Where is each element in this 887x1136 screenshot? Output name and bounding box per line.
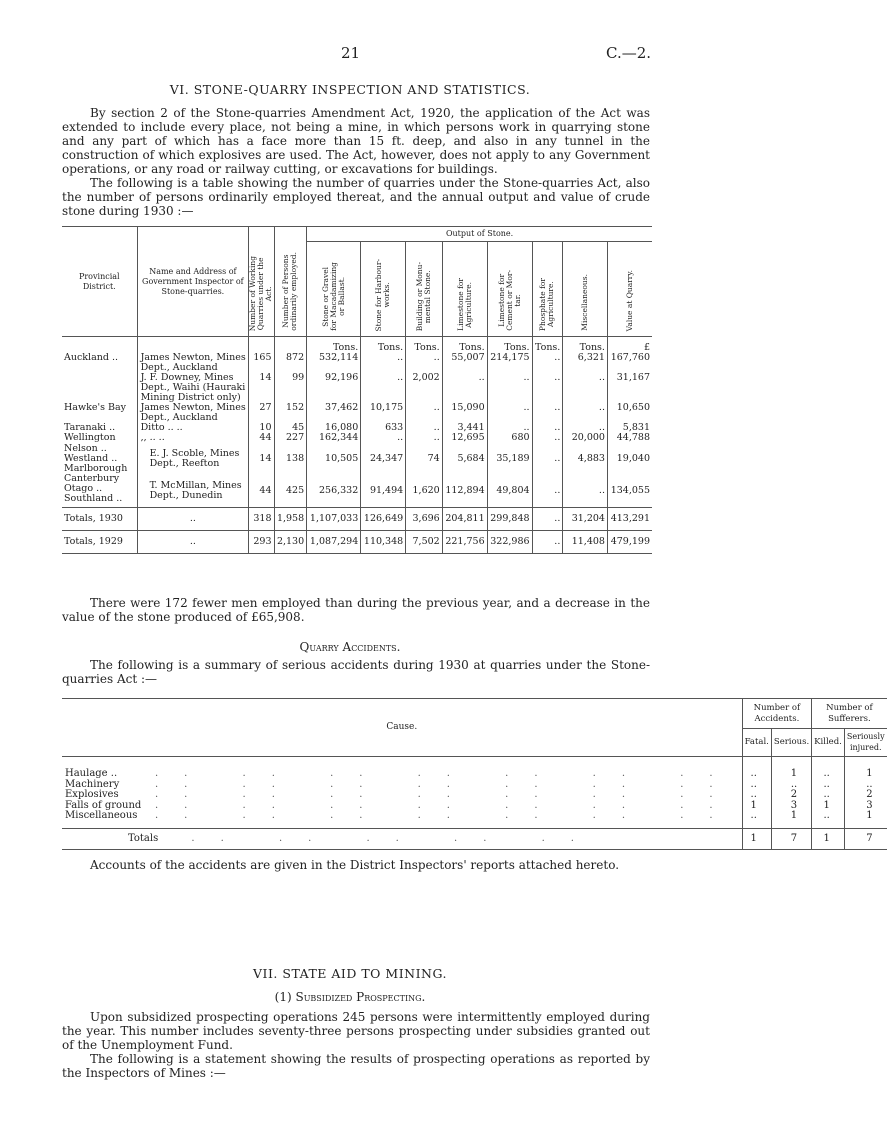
killed-value: .. bbox=[812, 790, 845, 801]
dot-leader: .. bbox=[137, 531, 249, 554]
output-value: .. bbox=[406, 423, 443, 433]
persons-count: 99 bbox=[274, 373, 307, 403]
serious-value: 1 bbox=[771, 769, 811, 780]
section-6-paragraph-2: The following is a table showing the number of quarries under the Stone-quarries Act, also the number of persons ordinarily employed thereat, and the annual output and value of crude stone during 1930 :— bbox=[62, 176, 650, 218]
output-value: .. bbox=[563, 423, 608, 433]
quarries-count: 14 bbox=[249, 443, 274, 474]
header-phosphate: Phosphate for Agriculture. bbox=[532, 242, 563, 337]
output-value: .. bbox=[532, 433, 563, 443]
persons-count: 425 bbox=[274, 474, 307, 508]
district-name: Wellington bbox=[64, 432, 116, 443]
output-value: 221,756 bbox=[442, 531, 487, 554]
persons-count: 45 bbox=[274, 423, 307, 433]
output-value: 1,620 bbox=[406, 474, 443, 508]
fatal-value: .. bbox=[742, 780, 771, 791]
header-harbour: Stone for Harbour- works. bbox=[361, 242, 406, 337]
total-injured: 7 bbox=[844, 828, 886, 850]
dot-leader: .. .. .. .. .. bbox=[191, 832, 600, 844]
output-value: 20,000 bbox=[563, 433, 608, 443]
serious-value: 3 bbox=[771, 801, 811, 812]
output-value: 299,848 bbox=[487, 508, 532, 531]
output-value: 91,494 bbox=[361, 474, 406, 508]
stone-quarry-table bbox=[62, 226, 652, 554]
output-value: .. bbox=[532, 353, 563, 373]
header-inspector: Name and Address of Government Inspector of Stone-quarries. bbox=[137, 227, 249, 337]
output-value: .. bbox=[532, 423, 563, 433]
persons-count: 2,130 bbox=[274, 531, 307, 554]
output-value: 3,696 bbox=[406, 508, 443, 531]
inspector-name: Ditto .. .. bbox=[137, 423, 249, 433]
dot-leader: .. .. .. .. .. .. .. bbox=[155, 768, 739, 779]
output-value: 37,462 bbox=[307, 403, 361, 423]
output-value: 214,175 bbox=[487, 353, 532, 373]
output-value: 10,175 bbox=[361, 403, 406, 423]
dot-leader: .. .. .. .. .. .. .. bbox=[155, 778, 739, 790]
output-value: .. bbox=[487, 403, 532, 423]
employment-note: There were 172 fewer men employed than during the previous year, and a decrease in the value of the stone produced of £65,908. bbox=[62, 596, 650, 624]
section-7-title: VII. STATE AID TO MINING. bbox=[253, 966, 447, 981]
output-value: 256,332 bbox=[307, 474, 361, 508]
quarries-count: 27 bbox=[249, 403, 274, 423]
unit-label: Tons. bbox=[442, 337, 487, 354]
quarry-accidents-intro: The following is a summary of serious accidents during 1930 at quarries under the Stone-quarries Act :— bbox=[62, 658, 650, 686]
fatal-value: .. bbox=[742, 811, 771, 822]
output-value: 92,196 bbox=[307, 373, 361, 403]
district-name: Canterbury bbox=[64, 473, 120, 484]
table-row bbox=[62, 403, 652, 423]
serious-value: 1 bbox=[771, 811, 811, 822]
output-value: 134,055 bbox=[607, 474, 652, 508]
district-name: Otago .. bbox=[64, 483, 103, 494]
district-name: Nelson .. bbox=[64, 443, 107, 454]
header-value: Value at Quarry. bbox=[607, 242, 652, 337]
killed-value: .. bbox=[812, 811, 845, 822]
output-value: 49,804 bbox=[487, 474, 532, 508]
dot-leader: .. bbox=[137, 508, 249, 531]
output-value: 112,894 bbox=[442, 474, 487, 508]
output-value: 74 bbox=[406, 443, 443, 474]
output-value: .. bbox=[532, 474, 563, 508]
document-reference: C.—2. bbox=[606, 44, 652, 62]
persons-count: 1,958 bbox=[274, 508, 307, 531]
header-fatal: Fatal. bbox=[742, 729, 771, 757]
output-value: 19,040 bbox=[607, 443, 652, 474]
inspector-name: E. J. Scoble, Mines Dept., Reefton bbox=[137, 443, 249, 474]
output-value: .. bbox=[532, 443, 563, 474]
output-value: .. bbox=[361, 433, 406, 443]
output-value: 6,321 bbox=[563, 353, 608, 373]
output-value: 11,408 bbox=[563, 531, 608, 554]
header-persons: Number of Persons ordinarily employed. bbox=[274, 227, 307, 337]
table-row bbox=[62, 353, 652, 373]
quarries-count: 10 bbox=[249, 423, 274, 433]
output-value: 322,986 bbox=[487, 531, 532, 554]
output-value: 532,114 bbox=[307, 353, 361, 373]
header-cause: Cause. bbox=[386, 722, 418, 733]
total-serious: 7 bbox=[771, 828, 811, 850]
output-value: 10,505 bbox=[307, 443, 361, 474]
fatal-value: .. bbox=[742, 790, 771, 801]
output-value: 680 bbox=[487, 433, 532, 443]
output-value: 12,695 bbox=[442, 433, 487, 443]
district-name: Hawke's Bay bbox=[64, 402, 126, 413]
group-districts bbox=[62, 443, 137, 474]
fatal-value: .. bbox=[742, 769, 771, 780]
page-number: 21 bbox=[341, 44, 361, 62]
output-value: .. bbox=[563, 474, 608, 508]
output-value: 10,650 bbox=[607, 403, 652, 423]
section-7-paragraph-2: The following is a statement showing the results of prospecting operations as reported by the Inspectors of Mines :— bbox=[62, 1052, 650, 1080]
inspector-name: ,, .. .. bbox=[137, 433, 249, 443]
header-number-of-accidents: Number of Accidents. bbox=[742, 699, 812, 729]
dot-leader: .. .. .. .. .. .. .. bbox=[155, 789, 739, 800]
output-value: 3,441 bbox=[442, 423, 487, 433]
unit-label: Tons. bbox=[361, 337, 406, 354]
header-lime-agri: Limestone for Agriculture. bbox=[442, 242, 487, 337]
quarries-count: 293 bbox=[249, 531, 274, 554]
output-value: 1,087,294 bbox=[307, 531, 361, 554]
accidents-note: Accounts of the accidents are given in the District Inspectors' reports attached hereto. bbox=[90, 858, 620, 872]
cause-label: Falls of ground bbox=[65, 799, 142, 811]
unit-label: Tons. bbox=[563, 337, 608, 354]
output-value: 44,788 bbox=[607, 433, 652, 443]
quarries-count: 318 bbox=[249, 508, 274, 531]
output-value: .. bbox=[361, 353, 406, 373]
header-building: Building or Monu- mental Stone. bbox=[406, 242, 443, 337]
totals-label: Totals, 1930 bbox=[64, 513, 123, 524]
inspector-name: James Newton, Mines Dept., Auckland bbox=[137, 353, 249, 373]
quarries-count: 44 bbox=[249, 433, 274, 443]
output-value: 633 bbox=[361, 423, 406, 433]
output-value: .. bbox=[406, 403, 443, 423]
cause-cell bbox=[62, 811, 742, 822]
fatal-value: 1 bbox=[742, 801, 771, 812]
output-value: 16,080 bbox=[307, 423, 361, 433]
output-value: .. bbox=[487, 373, 532, 403]
table-row bbox=[62, 811, 887, 822]
quarries-count: 165 bbox=[249, 353, 274, 373]
output-value: 55,007 bbox=[442, 353, 487, 373]
header-district: Provincial District. bbox=[78, 271, 120, 291]
output-value: 5,831 bbox=[607, 423, 652, 433]
cause-label: Machinery bbox=[65, 778, 120, 790]
unit-label: £ bbox=[607, 337, 652, 354]
persons-count: 152 bbox=[274, 403, 307, 423]
unit-label: Tons. bbox=[487, 337, 532, 354]
quarries-count: 44 bbox=[249, 474, 274, 508]
output-value: 15,090 bbox=[442, 403, 487, 423]
killed-value: .. bbox=[812, 769, 845, 780]
output-value: 31,167 bbox=[607, 373, 652, 403]
total-killed: 1 bbox=[812, 828, 845, 850]
output-value: 24,347 bbox=[361, 443, 406, 474]
persons-count: 138 bbox=[274, 443, 307, 474]
output-value: 413,291 bbox=[607, 508, 652, 531]
killed-value: 1 bbox=[812, 801, 845, 812]
output-value: 167,760 bbox=[607, 353, 652, 373]
quarry-accidents-table bbox=[62, 698, 887, 850]
cause-label: Miscellaneous bbox=[65, 810, 138, 821]
unit-label: Tons. bbox=[307, 337, 361, 354]
header-seriously-injured: Seriously injured. bbox=[844, 729, 886, 757]
killed-value: .. bbox=[812, 780, 845, 791]
output-value: .. bbox=[532, 403, 563, 423]
injured-value: 3 bbox=[844, 801, 886, 812]
totals-row bbox=[62, 508, 652, 531]
output-value: 162,344 bbox=[307, 433, 361, 443]
output-value: .. bbox=[532, 531, 563, 554]
dot-leader: .. .. .. .. .. .. .. bbox=[155, 810, 739, 821]
output-value: 126,649 bbox=[361, 508, 406, 531]
injured-value: 1 bbox=[844, 811, 886, 822]
output-value: .. bbox=[406, 353, 443, 373]
section-7-paragraph-1: Upon subsidized prospecting operations 245 persons were intermittently employed during the year. This number includes seventy-three persons prospecting under subsidies granted out of the Unemployment Fund. bbox=[62, 1010, 650, 1052]
injured-value: 2 bbox=[844, 790, 886, 801]
unit-label: Tons. bbox=[532, 337, 563, 354]
group-districts bbox=[62, 474, 137, 508]
cause-label: Haulage .. bbox=[65, 768, 118, 779]
header-serious: Serious. bbox=[771, 729, 811, 757]
serious-value: 2 bbox=[771, 790, 811, 801]
persons-count: 872 bbox=[274, 353, 307, 373]
totals-label: Totals, 1929 bbox=[64, 536, 123, 547]
output-value: .. bbox=[406, 433, 443, 443]
output-value: .. bbox=[442, 373, 487, 403]
table-row bbox=[62, 373, 652, 403]
inspector-name: James Newton, Mines Dept., Auckland bbox=[137, 403, 249, 423]
injured-value: 1 bbox=[844, 769, 886, 780]
cause-label: Explosives bbox=[65, 789, 119, 800]
persons-count: 227 bbox=[274, 433, 307, 443]
unit-label: Tons. bbox=[406, 337, 443, 354]
district-name: Southland .. bbox=[64, 493, 123, 504]
header-number-of-sufferers: Number of Sufferers. bbox=[812, 699, 887, 729]
injured-value: .. bbox=[844, 780, 886, 791]
accidents-totals-cell bbox=[62, 828, 742, 850]
inspector-name: J. F. Downey, Mines Dept., Waihi (Hauraki Mining District only) bbox=[137, 373, 249, 403]
header-output: Output of Stone. bbox=[307, 227, 652, 242]
header-quarries: Number of Working Quarries under the Act. bbox=[249, 227, 274, 337]
district-name: Westland .. bbox=[64, 453, 118, 464]
accidents-totals-label: Totals bbox=[128, 832, 159, 844]
output-value: .. bbox=[563, 373, 608, 403]
district-name bbox=[62, 373, 137, 403]
quarry-accidents-heading: Quarry Accidents. bbox=[299, 640, 401, 654]
header-killed: Killed. bbox=[812, 729, 845, 757]
output-value: .. bbox=[532, 373, 563, 403]
section-6-paragraph-1: By section 2 of the Stone-quarries Amendment Act, 1920, the application of the Act was extended to include every place, not being a mine, in which persons work in quarrying stone and any part of which has a face more than 15 ft. deep, and also in any tunnel in the construction of which explosives are used. The Act, however, does not apply to any Government operations, or any road or railway cutting, or excavations for buildings. bbox=[62, 106, 650, 176]
header-lime-cement: Limestone for Cement or Mor- tar. bbox=[487, 242, 532, 337]
header-macadam: Stone or Gravel for Macadamizing or Ballast. bbox=[307, 242, 361, 337]
serious-value: .. bbox=[771, 780, 811, 791]
inspector-name: T. McMillan, Mines Dept., Dunedin bbox=[137, 474, 249, 508]
output-value: .. bbox=[361, 373, 406, 403]
output-value: 204,811 bbox=[442, 508, 487, 531]
output-value: .. bbox=[532, 508, 563, 531]
output-value: 110,348 bbox=[361, 531, 406, 554]
dot-leader: .. .. .. .. .. .. .. bbox=[155, 799, 739, 811]
output-value: 5,684 bbox=[442, 443, 487, 474]
output-value: 35,189 bbox=[487, 443, 532, 474]
district-name: Auckland .. bbox=[64, 352, 119, 363]
quarries-count: 14 bbox=[249, 373, 274, 403]
output-value: 479,199 bbox=[607, 531, 652, 554]
output-value: 31,204 bbox=[563, 508, 608, 531]
output-value: 7,502 bbox=[406, 531, 443, 554]
district-name: Taranaki .. bbox=[64, 422, 116, 433]
output-value: 4,883 bbox=[563, 443, 608, 474]
output-value: 1,107,033 bbox=[307, 508, 361, 531]
header-misc: Miscellaneous. bbox=[563, 242, 608, 337]
output-value: .. bbox=[487, 423, 532, 433]
output-value: 2,002 bbox=[406, 373, 443, 403]
table-row bbox=[62, 433, 652, 443]
totals-row bbox=[62, 531, 652, 554]
section-7-subtitle: (1) Subsidized Prospecting. bbox=[274, 990, 426, 1004]
output-value: .. bbox=[563, 403, 608, 423]
total-fatal: 1 bbox=[742, 828, 771, 850]
section-6-title: VI. STONE-QUARRY INSPECTION AND STATISTICS. bbox=[169, 82, 531, 97]
district-name: Marlborough bbox=[64, 463, 128, 474]
